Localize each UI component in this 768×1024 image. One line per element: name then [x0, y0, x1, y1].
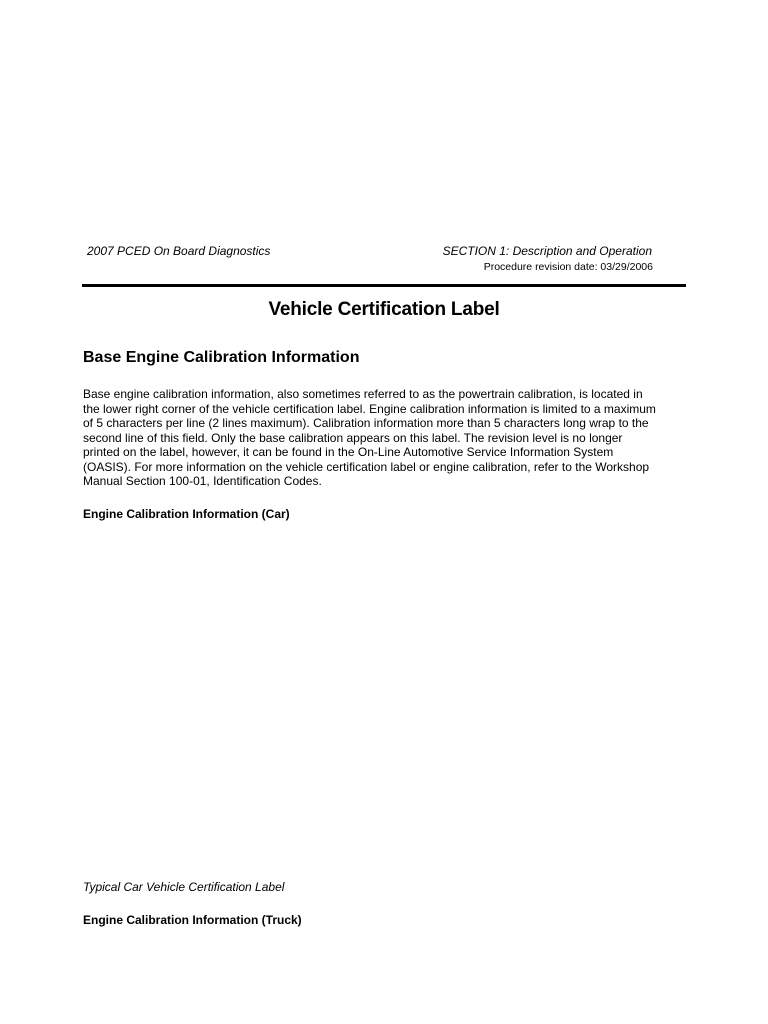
paragraph-line: Base engine calibration information, also sometimes referred to as the powertrain calibration, is located in [83, 387, 643, 401]
figure-placeholder [83, 530, 683, 870]
page-title: Vehicle Certification Label [268, 299, 500, 320]
revision-date: Procedure revision date: 03/29/2006 [483, 261, 653, 273]
paragraph-line: Manual Section 100-01, Identification Codes. [83, 474, 322, 488]
subheading-car: Engine Calibration Information (Car) [83, 507, 290, 521]
paragraph-line: printed on the label, however, it can be found in the On-Line Automotive Service Information System [83, 445, 614, 459]
figure-caption: Typical Car Vehicle Certification Label [83, 880, 285, 894]
paragraph-line: (OASIS). For more information on the vehicle certification label or engine calibration, refer to the Workshop [83, 459, 650, 474]
body-paragraph [83, 387, 688, 489]
paragraph-line: of 5 characters per line (2 lines maximum). Calibration information more than 5 characters long wrap to the [83, 416, 649, 430]
paragraph-line: the lower right corner of the vehicle certification label. Engine calibration information is limited to a maximum [83, 401, 656, 416]
running-header-right: SECTION 1: Description and Operation [442, 244, 652, 258]
subheading-truck: Engine Calibration Information (Truck) [83, 913, 302, 927]
section-heading: Base Engine Calibration Information [83, 349, 360, 366]
running-header-left: 2007 PCED On Board Diagnostics [87, 244, 271, 258]
paragraph-line: second line of this field. Only the base calibration appears on this label. The revision level is no longer [83, 430, 623, 445]
header-divider [82, 284, 686, 287]
